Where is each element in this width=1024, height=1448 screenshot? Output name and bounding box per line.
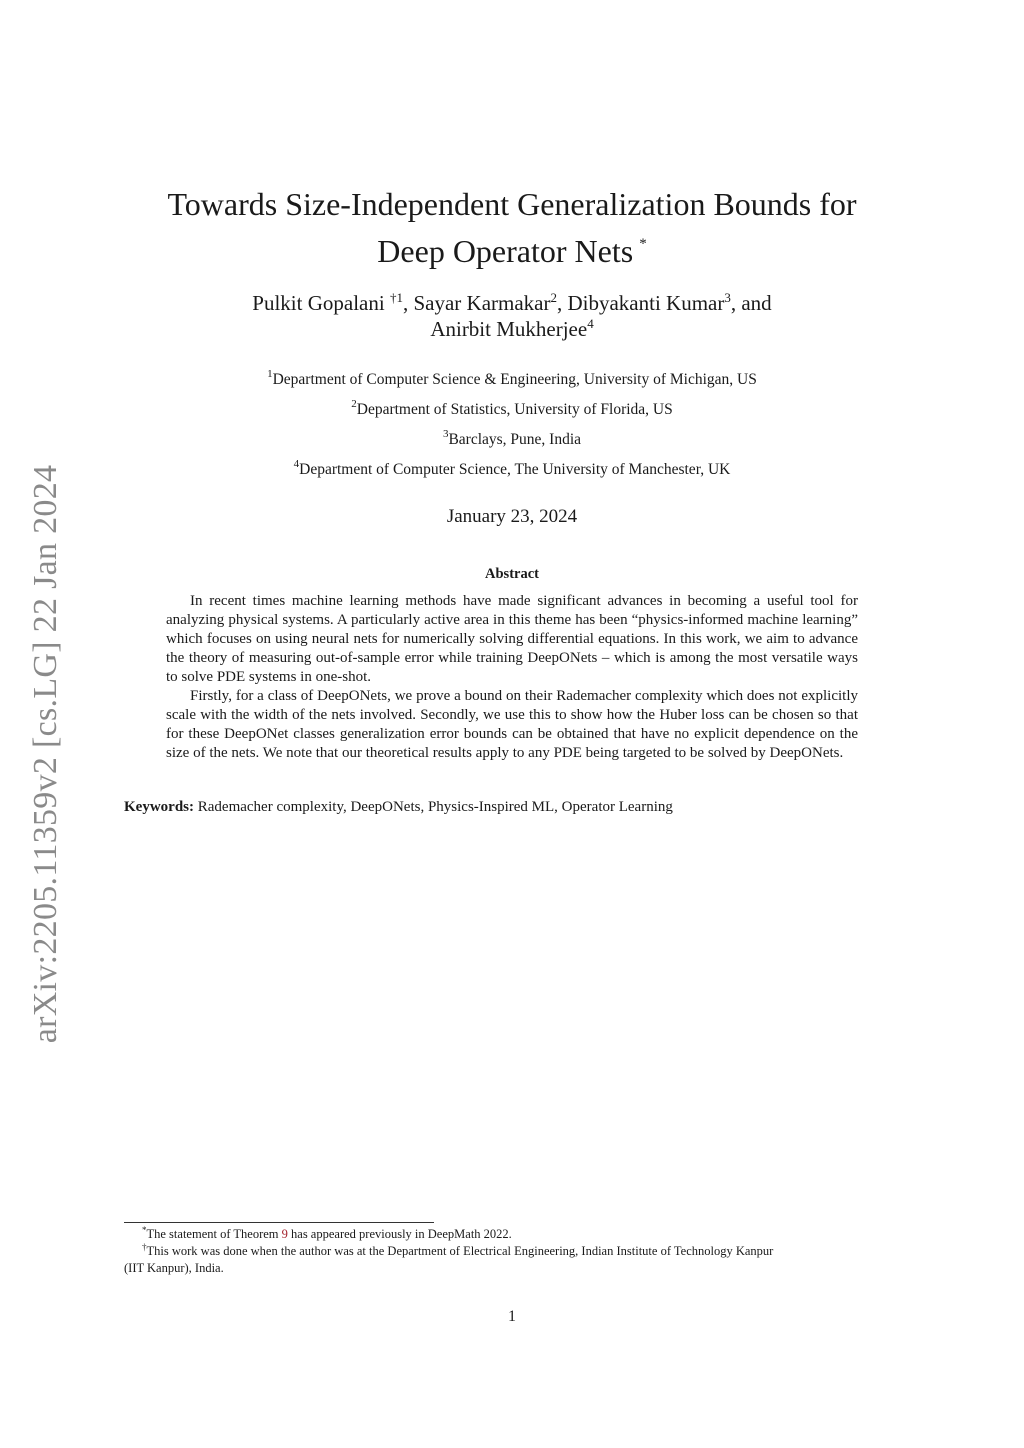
author-2-sup: 2 xyxy=(550,290,557,305)
arxiv-stamp: arXiv:2205.11359v2 [cs.LG] 22 Jan 2024 xyxy=(27,464,64,1044)
footnote-2-text: This work was done when the author was at the Department of Electrical Engineering, Indian Institute of Technology Kanpur xyxy=(146,1244,774,1258)
affiliation-1-text: Department of Computer Science & Engineering, University of Michigan, US xyxy=(272,371,757,388)
affiliation-2-text: Department of Statistics, University of Florida, US xyxy=(356,401,673,418)
author-and: , and xyxy=(730,291,772,315)
author-1-name: Pulkit Gopalani xyxy=(252,291,385,315)
footnote-1 xyxy=(124,1226,904,1243)
publication-date: January 23, 2024 xyxy=(446,506,578,527)
footnote-divider xyxy=(124,1222,434,1223)
affiliation-3 xyxy=(0,430,1024,450)
footnote-1-text-before: The statement of Theorem xyxy=(146,1227,282,1241)
title-line-2 xyxy=(0,224,1024,271)
footnote-2 xyxy=(124,1243,904,1260)
footnote-2-continuation: (IIT Kanpur), India. xyxy=(124,1261,224,1275)
affiliation-1 xyxy=(0,370,1024,390)
affiliation-4 xyxy=(0,460,1024,480)
author-4-sup: 4 xyxy=(587,316,594,331)
footnotes xyxy=(124,1226,904,1277)
author-4-name: Anirbit Mukherjee xyxy=(430,317,588,341)
abstract-body xyxy=(166,592,858,763)
affiliation-1-num: 1 xyxy=(267,368,273,380)
abstract-paragraph-2: Firstly, for a class of DeepONets, we prove a bound on their Rademacher complexity which does not explicitly scale with the width of the nets involved. Secondly, we use this to show how the Huber loss can be chosen so that for these DeepONet classes generalization error bounds can be obtained that have no explicit dependence on the size of the nets. We note that our theoretical results apply to any PDE being targeted to be solved by DeepONets. xyxy=(166,688,858,761)
author-1-sup: †1 xyxy=(389,290,403,305)
abstract-heading: Abstract xyxy=(485,566,539,582)
keywords-label: Keywords: xyxy=(124,799,194,815)
footnote-1-text-after: has appeared previously in DeepMath 2022. xyxy=(287,1227,512,1241)
title-footnote-mark: * xyxy=(639,236,647,252)
author-3-name: , Dibyakanti Kumar xyxy=(556,291,725,315)
affiliation-2-num: 2 xyxy=(351,398,357,410)
affiliation-2 xyxy=(0,400,1024,420)
affiliation-4-text: Department of Computer Science, The University of Manchester, UK xyxy=(299,461,731,478)
affiliation-4-num: 4 xyxy=(293,458,300,470)
keywords xyxy=(124,797,904,817)
page-number: 1 xyxy=(508,1308,516,1325)
theorem-reference-link[interactable]: 9 xyxy=(281,1227,288,1241)
affiliation-3-num: 3 xyxy=(442,428,449,440)
footnote-2-mark: † xyxy=(142,1242,147,1252)
title-line-1: Towards Size-Independent Generalization Bounds for xyxy=(167,186,857,222)
author-3-sup: 3 xyxy=(724,290,731,305)
author-line-2 xyxy=(0,316,1024,342)
footnote-1-mark: * xyxy=(142,1225,147,1235)
abstract-paragraph-1: In recent times machine learning methods have made significant advances in becoming a useful tool for analyzing physical systems. A particularly active area in this theme has been “physics-informed machine learning” which focuses on using neural nets for numerically solving differential equations. In this work, we aim to advance the theory of measuring out-of-sample error while training DeepONets – which is among the most versatile ways to solve PDE systems in one-shot. xyxy=(166,593,858,685)
author-2-name: , Sayar Karmakar xyxy=(402,291,551,315)
author-line-1 xyxy=(0,290,1024,316)
author-list xyxy=(0,290,1024,342)
paper-title xyxy=(0,184,1024,271)
keywords-text: Rademacher complexity, DeepONets, Physics-Inspired ML, Operator Learning xyxy=(197,799,673,815)
affiliation-3-text: Barclays, Pune, India xyxy=(448,431,582,448)
title-line-2-text: Deep Operator Nets xyxy=(377,233,634,269)
